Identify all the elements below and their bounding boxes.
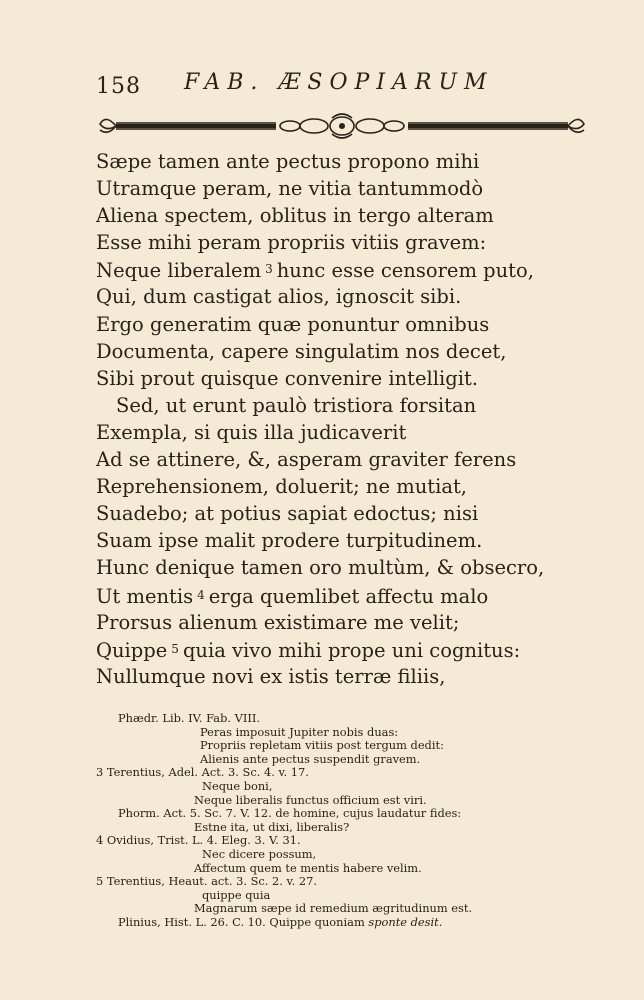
footnote-marker: 4 xyxy=(197,587,205,602)
footnote-text: Neque boni, xyxy=(202,778,273,793)
footnotes xyxy=(96,711,598,930)
footnote-line xyxy=(118,794,598,808)
verse-line xyxy=(96,283,556,310)
verse-text-segment: Sibi prout quisque convenire intelligit. xyxy=(96,366,478,390)
footnote-line xyxy=(96,834,598,848)
verse-line xyxy=(96,500,556,527)
verse-line xyxy=(96,175,556,202)
footnote-text: Neque liberalis functus officium est viri. xyxy=(194,792,427,807)
footnote-line xyxy=(118,739,598,753)
footnote-line xyxy=(118,780,598,794)
verse-text-segment: Sed, ut erunt paulò tristiora forsitan xyxy=(116,393,477,417)
verse-text-segment: Reprehensionem, doluerit; ne mutiat, xyxy=(96,475,467,499)
verse-line xyxy=(96,663,556,690)
verse-text-segment: Utramque peram, ne vitia tantummodò xyxy=(96,177,484,201)
footnote-text: 3 Terentius, Adel. Act. 3. Sc. 4. v. 17. xyxy=(96,765,309,780)
footnote-line xyxy=(96,766,598,780)
verse-line xyxy=(96,473,556,500)
footnote-line xyxy=(118,712,598,726)
verse-text-segment: Qui, dum castigat alios, ignoscit sibi. xyxy=(96,285,462,309)
footnote-text: Estne ita, ut dixi, liberalis? xyxy=(194,819,350,834)
footnote-line xyxy=(118,916,598,930)
verse-text-segment: Sæpe tamen ante pectus propono mihi xyxy=(96,150,480,173)
decorative-rule-icon xyxy=(96,108,588,144)
footnote-italic-text: sponte desit. xyxy=(368,914,443,929)
footnote-marker: 5 xyxy=(171,641,179,656)
verse-text-segment: Neque liberalem xyxy=(96,259,262,283)
footnote-text: Plinius, Hist. L. 26. C. 10. Quippe quoniam xyxy=(118,914,365,929)
footnote-text: 4 Ovidius, Trist. L. 4. Eleg. 3. V. 31. xyxy=(96,833,301,848)
footnote-text: Phædr. Lib. IV. Fab. VIII. xyxy=(118,711,260,725)
verse-text-segment: Suadebo; at potius sapiat edoctus; nisi xyxy=(96,502,479,526)
verse-line xyxy=(96,582,556,609)
footnote-text: Nec dicere possum, xyxy=(202,846,317,861)
verse-text-segment: Quippe xyxy=(96,638,168,662)
footnote-text: Peras imposuit Jupiter nobis duas: xyxy=(200,724,399,739)
verse-line xyxy=(96,609,556,636)
footnote-text: 5 Terentius, Heaut. act. 3. Sc. 2. v. 27. xyxy=(96,874,317,889)
verse-line xyxy=(96,338,556,365)
footnote-line xyxy=(118,889,598,903)
verse-line xyxy=(96,311,556,338)
verse-line xyxy=(96,636,556,663)
footnote-text: Alienis ante pectus suspendit gravem. xyxy=(200,751,421,766)
footnote-marker: 3 xyxy=(265,262,273,277)
verse-line xyxy=(96,446,556,473)
verse-text-segment: Esse mihi peram propriis vitiis gravem: xyxy=(96,231,487,255)
footnote-text: Magnarum sæpe id remedium ægritudinum est. xyxy=(194,901,473,916)
footnote-line xyxy=(118,862,598,876)
verse-text-segment: erga quemlibet affectu malo xyxy=(208,584,489,608)
footnote-text: Affectum quem te mentis habere velim. xyxy=(194,860,422,875)
verse-line xyxy=(96,419,556,446)
footnote-line xyxy=(118,807,598,821)
verse-text-segment: quia vivo mihi prope uni cognitus: xyxy=(182,638,521,662)
verse-text-segment: Documenta, capere singulatim nos decet, xyxy=(96,339,507,363)
footnote-text: Propriis repletam vitiis post tergum dedit: xyxy=(200,738,444,753)
verse-line xyxy=(96,554,556,581)
verse-text-segment: Nullumque novi ex istis terræ filiis, xyxy=(96,664,446,688)
footnote-line xyxy=(118,902,598,916)
footnote-line xyxy=(118,726,598,740)
footnote-line xyxy=(118,821,598,835)
page-number: 158 xyxy=(96,74,141,99)
verse-text-segment: Exempla, si quis illa judicaverit xyxy=(96,420,407,444)
verse-text-segment: Ergo generatim quæ ponuntur omnibus xyxy=(96,312,490,336)
verse-line xyxy=(96,148,556,175)
verse-text-segment: Ad se attinere, &, asperam graviter ferens xyxy=(96,448,517,472)
page-header xyxy=(96,70,526,104)
running-title: FAB. ÆSOPIARUM xyxy=(184,70,494,95)
verse-line xyxy=(96,202,556,229)
verse-text-segment: hunc esse censorem puto, xyxy=(276,259,534,283)
verse-text-segment: Hunc denique tamen oro multùm, & obsecro, xyxy=(96,556,545,580)
verse-text xyxy=(96,148,556,690)
verse-line xyxy=(96,256,556,283)
verse-line xyxy=(96,229,556,256)
verse-line xyxy=(96,365,556,392)
verse-text-segment: Aliena spectem, oblitus in tergo alteram xyxy=(96,204,494,228)
verse-text-segment: Prorsus alienum existimare me velit; xyxy=(96,610,460,634)
verse-text-segment: Suam ipse malit prodere turpitudinem. xyxy=(96,529,483,553)
footnote-line xyxy=(118,753,598,767)
footnote-text: quippe quia xyxy=(202,887,271,902)
verse-text-segment: Ut mentis xyxy=(96,584,194,608)
footnote-line xyxy=(96,875,598,889)
footnote-line xyxy=(118,848,598,862)
verse-line xyxy=(96,392,556,419)
verse-line xyxy=(96,527,556,554)
footnote-text: Phorm. Act. 5. Sc. 7. V. 12. de homine, cujus laudatur fides: xyxy=(118,806,462,821)
